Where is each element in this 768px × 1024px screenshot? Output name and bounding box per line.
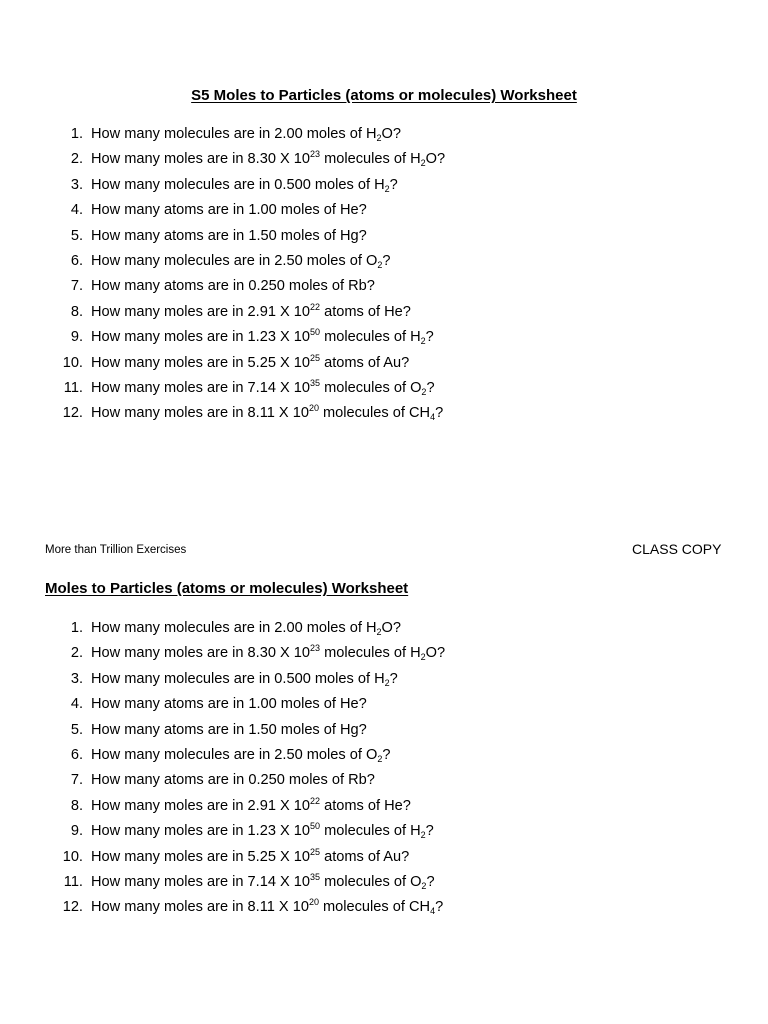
question-text <box>91 274 375 299</box>
question-text-part: How many atoms are in 1.50 moles of Hg? <box>91 227 367 244</box>
question-number-wrap <box>0 198 83 223</box>
question-number: 9. <box>70 329 83 346</box>
question-text-part: How many molecules are in 2.50 moles of O <box>91 746 378 763</box>
question-number: 3. <box>70 176 83 193</box>
subscript: 2 <box>420 336 426 347</box>
question-text-part: How many molecules are in 0.500 moles of H <box>91 670 385 687</box>
question-number-wrap <box>0 845 83 870</box>
exponent: 50 <box>310 821 321 832</box>
header-left-label: More than Trillion Exercises <box>45 544 187 556</box>
question-text-part: molecules of H <box>320 329 421 346</box>
exponent: 35 <box>310 871 321 882</box>
question-number: 7. <box>70 772 83 789</box>
question-text <box>91 351 409 376</box>
question-text <box>91 198 367 223</box>
question-number-wrap <box>0 122 83 147</box>
subscript: 4 <box>430 412 436 423</box>
question-text-part: How many moles are in 8.11 X 10 <box>91 899 309 916</box>
question-text <box>91 249 390 274</box>
question-text-part: ? <box>382 746 391 763</box>
question-text <box>91 895 443 920</box>
question-number-wrap <box>0 641 83 666</box>
exponent: 22 <box>310 795 321 806</box>
question-number: 7. <box>70 278 83 295</box>
question-text-part: ? <box>389 176 398 193</box>
question-text-part: ? <box>435 405 444 422</box>
question-text <box>91 718 367 743</box>
question-text-part: How many molecules are in 2.00 moles of H <box>91 620 377 636</box>
question-text-part: How many moles are in 8.11 X 10 <box>91 405 309 422</box>
exponent: 23 <box>310 149 321 160</box>
question-text-part: How many moles are in 7.14 X 10 <box>91 873 311 890</box>
question-number-wrap <box>0 376 83 401</box>
question-text-part: molecules of H <box>320 823 421 840</box>
question-text-part: How many molecules are in 2.00 moles of H <box>91 126 377 142</box>
question-number: 8. <box>70 797 83 814</box>
exponent: 22 <box>310 301 321 312</box>
subscript: 2 <box>421 880 427 891</box>
question-text <box>91 376 435 401</box>
question-text-part: How many atoms are in 1.50 moles of Hg? <box>91 721 367 738</box>
question-number: 10. <box>62 354 83 371</box>
question-number-wrap <box>0 870 83 895</box>
question-number: 11. <box>63 873 83 890</box>
question-text-part: How many moles are in 5.25 X 10 <box>91 354 311 371</box>
question-number-wrap <box>0 616 83 641</box>
worksheet-title-bottom: Moles to Particles (atoms or molecules) Worksheet <box>45 580 409 597</box>
question-text-part: O? <box>425 645 446 662</box>
question-text-part: ? <box>382 252 391 269</box>
question-text-part: molecules of CH <box>318 405 431 422</box>
question-number: 8. <box>70 303 83 320</box>
subscript: 2 <box>376 627 382 637</box>
question-number: 6. <box>70 252 83 269</box>
question-text <box>91 147 445 172</box>
question-text-part: ? <box>426 379 435 396</box>
question-text-part: How many atoms are in 0.250 moles of Rb? <box>91 772 375 789</box>
question-number-wrap <box>0 718 83 743</box>
question-text-part: molecules of H <box>320 151 421 168</box>
question-text <box>91 641 445 666</box>
question-number-wrap <box>0 325 83 350</box>
question-text <box>91 173 398 198</box>
question-number-wrap <box>0 274 83 299</box>
question-number-wrap <box>0 768 83 793</box>
question-text-part: atoms of Au? <box>320 848 410 865</box>
subscript: 2 <box>377 259 383 270</box>
question-text <box>91 870 435 895</box>
subscript: 2 <box>421 386 427 397</box>
question-number: 12. <box>62 899 83 916</box>
question-number-wrap <box>0 667 83 692</box>
subscript: 2 <box>420 830 426 841</box>
question-text <box>91 122 401 147</box>
question-number: 2. <box>70 645 83 662</box>
question-text-part: ? <box>426 873 435 890</box>
question-text-part: atoms of Au? <box>320 354 410 371</box>
question-text <box>91 224 367 249</box>
question-text-part: How many atoms are in 1.00 moles of He? <box>91 202 367 219</box>
worksheet-title-top: S5 Moles to Particles (atoms or molecules) Worksheet <box>191 87 577 104</box>
question-text-part: How many molecules are in 0.500 moles of H <box>91 176 385 193</box>
question-text-part: How many moles are in 1.23 X 10 <box>91 823 311 840</box>
question-number: 6. <box>70 746 83 763</box>
question-number: 4. <box>70 696 83 713</box>
question-text-part: O? <box>425 151 446 168</box>
subscript: 2 <box>420 652 426 663</box>
subscript: 2 <box>376 133 382 143</box>
question-text-part: How many moles are in 8.30 X 10 <box>91 151 311 168</box>
exponent: 20 <box>308 403 319 414</box>
question-text-part: ? <box>425 823 434 840</box>
question-text <box>91 616 401 641</box>
exponent: 35 <box>310 377 321 388</box>
question-text-part: atoms of He? <box>320 797 411 814</box>
question-number-wrap <box>0 147 83 172</box>
subscript: 4 <box>430 906 436 917</box>
question-text-part: How many moles are in 2.91 X 10 <box>91 797 311 814</box>
question-text-part: atoms of He? <box>320 303 411 320</box>
subscript: 2 <box>384 677 390 688</box>
question-number-wrap <box>0 173 83 198</box>
question-number-wrap <box>0 249 83 274</box>
exponent: 20 <box>308 897 319 908</box>
exponent: 23 <box>310 643 321 654</box>
class-copy-label: CLASS COPY <box>632 541 722 557</box>
question-text-part: molecules of CH <box>318 899 431 916</box>
question-text-part: molecules of H <box>320 645 421 662</box>
question-text-part: How many molecules are in 2.50 moles of O <box>91 252 378 269</box>
question-number: 2. <box>70 151 83 168</box>
question-number: 3. <box>70 670 83 687</box>
exponent: 50 <box>310 327 321 338</box>
question-text-part: How many moles are in 5.25 X 10 <box>91 848 311 865</box>
exponent: 25 <box>310 846 321 857</box>
question-text-part: ? <box>435 899 444 916</box>
question-number: 1. <box>70 620 83 636</box>
question-number: 1. <box>70 126 83 142</box>
question-number-wrap <box>0 692 83 717</box>
question-text-part: molecules of O <box>320 379 422 396</box>
question-text-part: How many moles are in 2.91 X 10 <box>91 303 311 320</box>
question-text <box>91 692 367 717</box>
question-text <box>91 794 411 819</box>
question-number-wrap <box>0 351 83 376</box>
question-number-wrap <box>0 401 83 426</box>
question-text-part: How many moles are in 8.30 X 10 <box>91 645 311 662</box>
question-number-wrap <box>0 743 83 768</box>
question-text <box>91 300 411 325</box>
question-text-part: O? <box>381 620 401 636</box>
question-text <box>91 819 434 844</box>
question-number: 10. <box>62 848 83 865</box>
question-number-wrap <box>0 895 83 920</box>
question-text-part: How many moles are in 1.23 X 10 <box>91 329 311 346</box>
question-text <box>91 401 443 426</box>
question-text <box>91 667 398 692</box>
question-number: 5. <box>70 721 83 738</box>
question-text <box>91 743 390 768</box>
question-number-wrap <box>0 300 83 325</box>
question-number: 5. <box>70 227 83 244</box>
question-text-part: O? <box>381 126 401 142</box>
question-text-part: ? <box>389 670 398 687</box>
subscript: 2 <box>420 158 426 169</box>
question-text-part: How many atoms are in 1.00 moles of He? <box>91 696 367 713</box>
question-number: 9. <box>70 823 83 840</box>
question-text-part: How many moles are in 7.14 X 10 <box>91 379 311 396</box>
question-text-part: How many atoms are in 0.250 moles of Rb? <box>91 278 375 295</box>
question-number: 12. <box>62 405 83 422</box>
question-text-part: molecules of O <box>320 873 422 890</box>
question-number-wrap <box>0 794 83 819</box>
exponent: 25 <box>310 352 321 363</box>
question-text <box>91 325 434 350</box>
question-number: 4. <box>70 202 83 219</box>
question-number-wrap <box>0 819 83 844</box>
question-number: 11. <box>63 379 83 396</box>
question-number-wrap <box>0 224 83 249</box>
subscript: 2 <box>377 753 383 764</box>
subscript: 2 <box>384 183 390 194</box>
question-text-part: ? <box>425 329 434 346</box>
question-text <box>91 845 409 870</box>
question-text <box>91 768 375 793</box>
